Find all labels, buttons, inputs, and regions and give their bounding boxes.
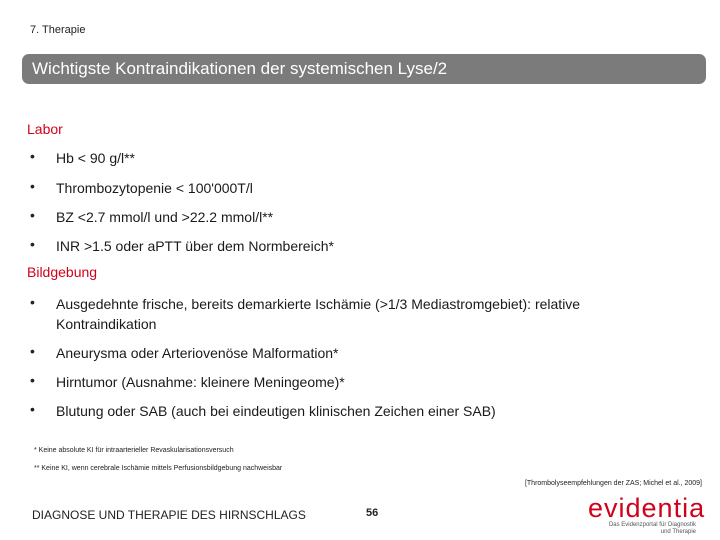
bullet-icon: • <box>30 294 35 310</box>
logo-wordmark: evidentia <box>588 493 706 523</box>
list-item: INR >1.5 oder aPTT über dem Normbereich* <box>56 238 334 254</box>
bullet-icon: • <box>30 207 35 223</box>
list-item: BZ <2.7 mmol/l und >22.2 mmol/l** <box>56 209 274 225</box>
slide-title: Wichtigste Kontraindikationen der systemischen Lyse/2 <box>32 59 448 78</box>
reference-citation: [Thrombolyseempfehlungen der ZAS; Michel et al., 2009] <box>524 480 702 487</box>
page-number: 56 <box>366 507 379 519</box>
section-heading-labor: Labor <box>27 121 63 137</box>
list-item: Blutung oder SAB (auch bei eindeutigen klinischen Zeichen einer SAB) <box>56 403 496 419</box>
list-item: Hb < 90 g/l** <box>56 150 135 166</box>
chapter-label: 7. Therapie <box>30 24 86 36</box>
title-bar <box>22 54 706 84</box>
bullet-icon: • <box>30 372 35 388</box>
footnote: ** Keine KI, wenn cerebrale Ischämie mittels Perfusionsbildgebung nachweisbar <box>34 465 283 472</box>
list-item: Ausgedehnte frische, bereits demarkierte Ischämie (>1/3 Mediastromgebiet): relative Kontraindikation <box>56 296 581 332</box>
bullet-icon: • <box>30 236 35 252</box>
logo-tagline: Das Evidenzportal für Diagnostik <box>608 522 696 528</box>
section-heading-bildgebung: Bildgebung <box>27 264 98 280</box>
list-item: Thrombozytopenie < 100'000T/l <box>56 180 253 196</box>
bullet-icon: • <box>30 343 35 359</box>
list-item: Aneurysma oder Arteriovenöse Malformation* <box>56 345 339 361</box>
footer-title: DIAGNOSE UND THERAPIE DES HIRNSCHLAGS <box>32 508 306 522</box>
logo-tagline: und Therapie <box>660 529 696 535</box>
bullet-icon: • <box>30 148 35 164</box>
bullet-icon: • <box>30 178 35 194</box>
bullet-icon: • <box>30 401 35 417</box>
evidentia-logo <box>588 494 708 536</box>
list-item: Hirntumor (Ausnahme: kleinere Meningeome)* <box>56 374 345 390</box>
footnote: * Keine absolute KI für intraarterieller Revaskularisationsversuch <box>34 447 234 454</box>
